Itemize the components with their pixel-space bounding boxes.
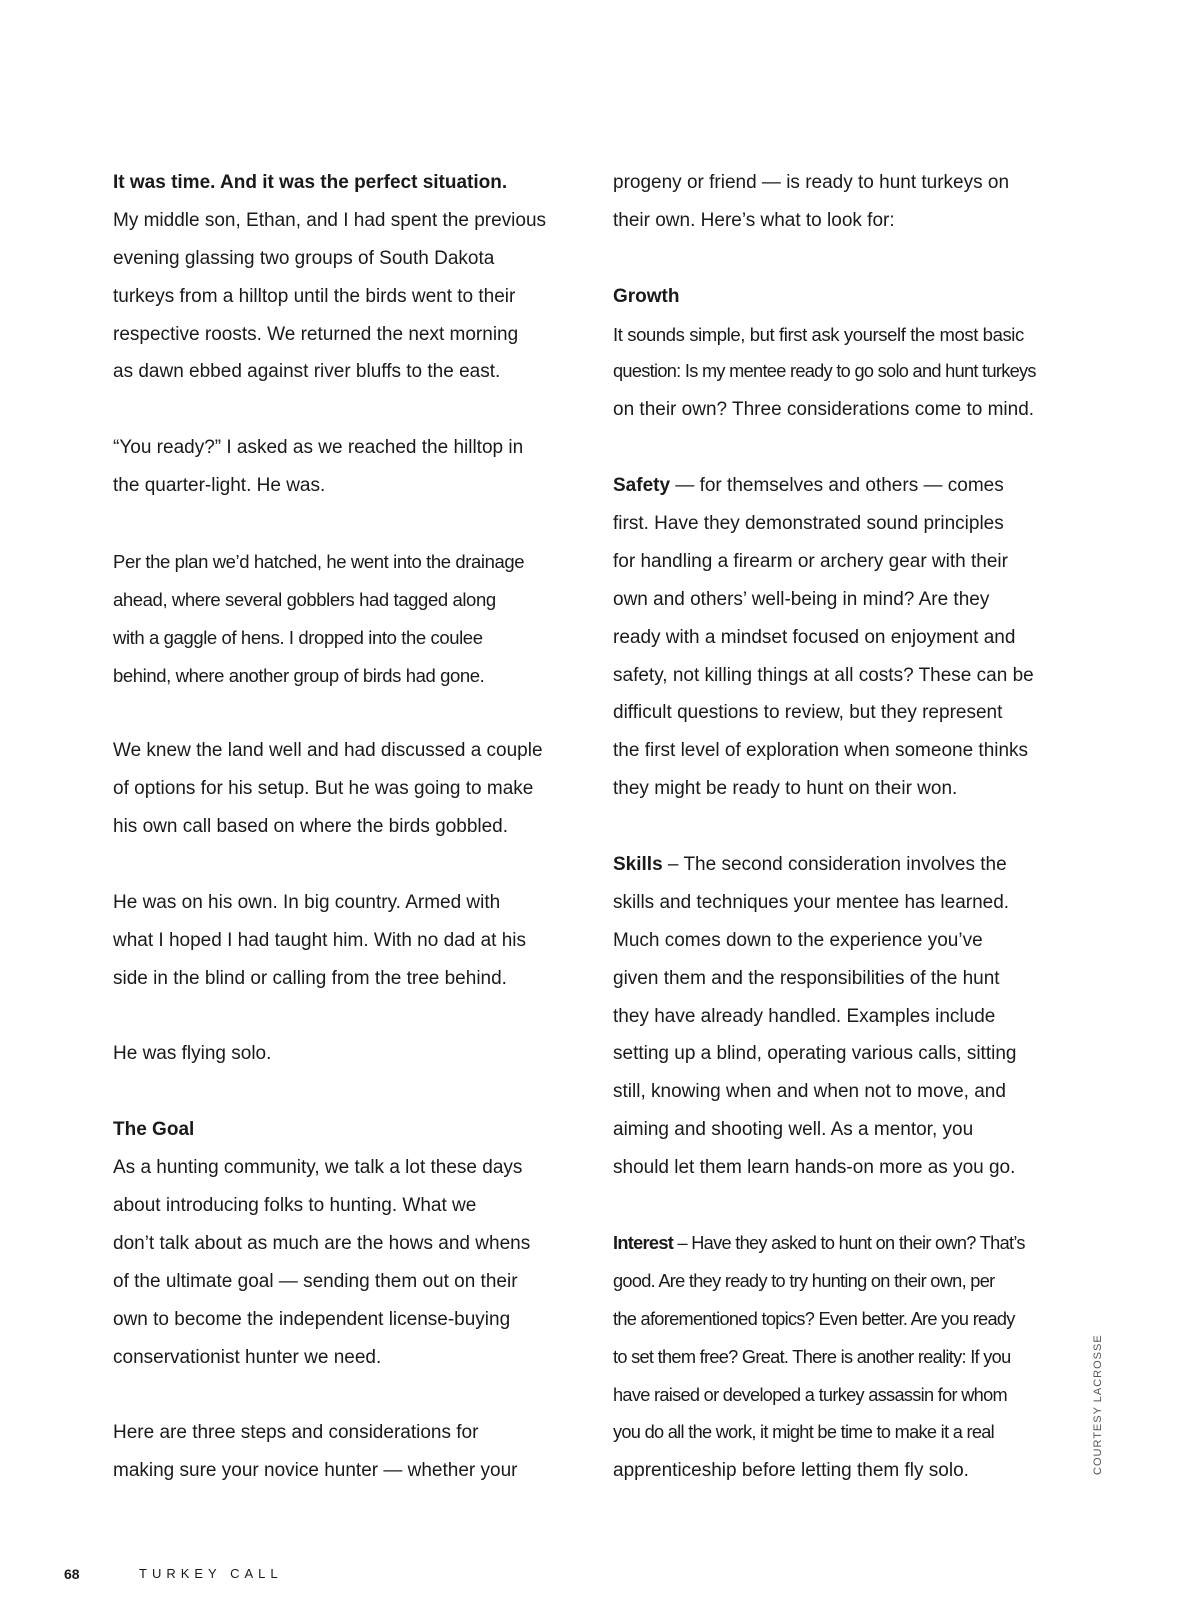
text-line: turkeys from a hilltop until the birds went to their xyxy=(113,285,516,307)
subheading-line: It was time. And it was the perfect situation. xyxy=(113,172,508,193)
text-line: side in the blind or calling from the tree behind. xyxy=(113,967,507,989)
paragraph-break xyxy=(113,998,573,1036)
text-line: to set them free? Great. There is another reality: If you xyxy=(613,1346,1011,1367)
paragraph-break xyxy=(113,391,573,429)
text-line: My middle son, Ethan, and I had spent the previous xyxy=(113,209,547,231)
text-line: his own call based on where the birds gobbled. xyxy=(113,816,509,838)
text-line: good. Are they ready to try hunting on their own, per xyxy=(613,1270,995,1291)
text-line: of options for his setup. But he was going to make xyxy=(113,778,534,800)
text-line: As a hunting community, we talk a lot these days xyxy=(113,1157,523,1179)
text-line: should let them learn hands-on more as you go. xyxy=(613,1157,1016,1179)
text-line: the aforementioned topics? Even better. Are you ready xyxy=(613,1308,1015,1329)
text-line: He was flying solo. xyxy=(113,1043,272,1065)
subheading-line: The Goal xyxy=(113,1119,195,1141)
text-line: they might be ready to hunt on their won. xyxy=(613,778,958,800)
inline-text: — for themselves and others — comes xyxy=(670,475,1004,497)
text-line: It sounds simple, but first ask yourself the most basic xyxy=(613,323,1024,345)
text-line xyxy=(613,467,1073,505)
text-line xyxy=(613,846,1073,884)
paragraph-break xyxy=(613,1187,1073,1225)
article-column-right xyxy=(613,164,1073,1490)
text-line: own and others’ well-being in mind? Are they xyxy=(613,588,990,610)
text-line: setting up a blind, operating various calls, sitting xyxy=(613,1043,1017,1065)
text-line: Much comes down to the experience you’ve xyxy=(613,929,983,951)
paragraph-break xyxy=(113,694,573,732)
text-line: still, knowing when and when not to move, and xyxy=(613,1081,1006,1103)
paragraph-break xyxy=(613,808,1073,846)
photo-credit: COURTESY LACROSSE xyxy=(1092,1334,1104,1475)
text-line: for handling a firearm or archery gear with their xyxy=(613,550,1008,572)
inline-text: – Have they asked to hunt on their own? That’s xyxy=(673,1232,1025,1253)
text-line: ready with a mindset focused on enjoyment and xyxy=(613,626,1016,648)
text-line: ahead, where several gobblers had tagged along xyxy=(113,588,496,610)
text-line: the quarter-light. He was. xyxy=(113,475,326,497)
text-line: skills and techniques your mentee has learned. xyxy=(613,891,1010,913)
text-line: progeny or friend — is ready to hunt turkeys on xyxy=(613,172,1010,193)
text-line: aiming and shooting well. As a mentor, you xyxy=(613,1119,974,1141)
inline-text: – The second consideration involves the xyxy=(662,854,1007,876)
text-line: making sure your novice hunter — whether your xyxy=(113,1460,518,1482)
paragraph-break xyxy=(613,429,1073,467)
paragraph-break xyxy=(113,1377,573,1415)
paragraph-break xyxy=(613,240,1073,278)
text-line: safety, not killing things at all costs? These can be xyxy=(613,664,1034,686)
text-line: don’t talk about as much are the hows and whens xyxy=(113,1232,531,1254)
text-line: have raised or developed a turkey assassin for whom xyxy=(613,1384,1007,1405)
page-number: 68 xyxy=(64,1566,80,1582)
text-line: apprenticeship before letting them fly solo. xyxy=(613,1460,969,1482)
text-line: on their own? Three considerations come to mind. xyxy=(613,399,1035,421)
text-line: they have already handled. Examples include xyxy=(613,1005,996,1027)
text-line: We knew the land well and had discussed a couple xyxy=(113,740,543,762)
text-line: Here are three steps and considerations for xyxy=(113,1422,479,1444)
paragraph-break xyxy=(113,846,573,884)
text-line xyxy=(613,1225,1073,1263)
text-line: respective roosts. We returned the next morning xyxy=(113,323,519,345)
paragraph-break xyxy=(113,505,573,543)
publication-name: TURKEY CALL xyxy=(139,1566,283,1581)
text-line: own to become the independent license-buying xyxy=(113,1308,511,1330)
text-line: about introducing folks to hunting. What we xyxy=(113,1195,477,1217)
inline-heading: Interest xyxy=(613,1232,674,1253)
text-line: “You ready?” I asked as we reached the hilltop in xyxy=(113,437,524,459)
text-line: evening glassing two groups of South Dakota xyxy=(113,247,495,269)
paragraph-break xyxy=(113,1073,573,1111)
text-line: He was on his own. In big country. Armed with xyxy=(113,891,501,913)
text-line: the first level of exploration when someone thinks xyxy=(613,740,1029,762)
article-column-left xyxy=(113,164,573,1490)
text-line: their own. Here’s what to look for: xyxy=(613,209,895,231)
inline-heading: Safety xyxy=(613,475,671,497)
text-line: given them and the responsibilities of the hunt xyxy=(613,967,1000,989)
text-line: what I hoped I had taught him. With no dad at his xyxy=(113,929,526,951)
text-line: first. Have they demonstrated sound principles xyxy=(613,513,1004,535)
text-line: of the ultimate goal — sending them out on their xyxy=(113,1270,518,1292)
text-line: you do all the work, it might be time to make it a real xyxy=(613,1422,995,1443)
text-line: Per the plan we’d hatched, he went into the drainage xyxy=(113,550,525,572)
inline-heading: Skills xyxy=(613,854,663,876)
subheading-line: Growth xyxy=(613,285,680,307)
text-line: with a gaggle of hens. I dropped into the coulee xyxy=(113,626,483,648)
text-line: question: Is my mentee ready to go solo and hunt turkeys xyxy=(613,361,1036,382)
text-line: as dawn ebbed against river bluffs to the east. xyxy=(113,361,501,383)
text-line: conservationist hunter we need. xyxy=(113,1346,382,1368)
text-line: difficult questions to review, but they represent xyxy=(613,702,1003,724)
text-line: behind, where another group of birds had gone. xyxy=(113,664,485,686)
